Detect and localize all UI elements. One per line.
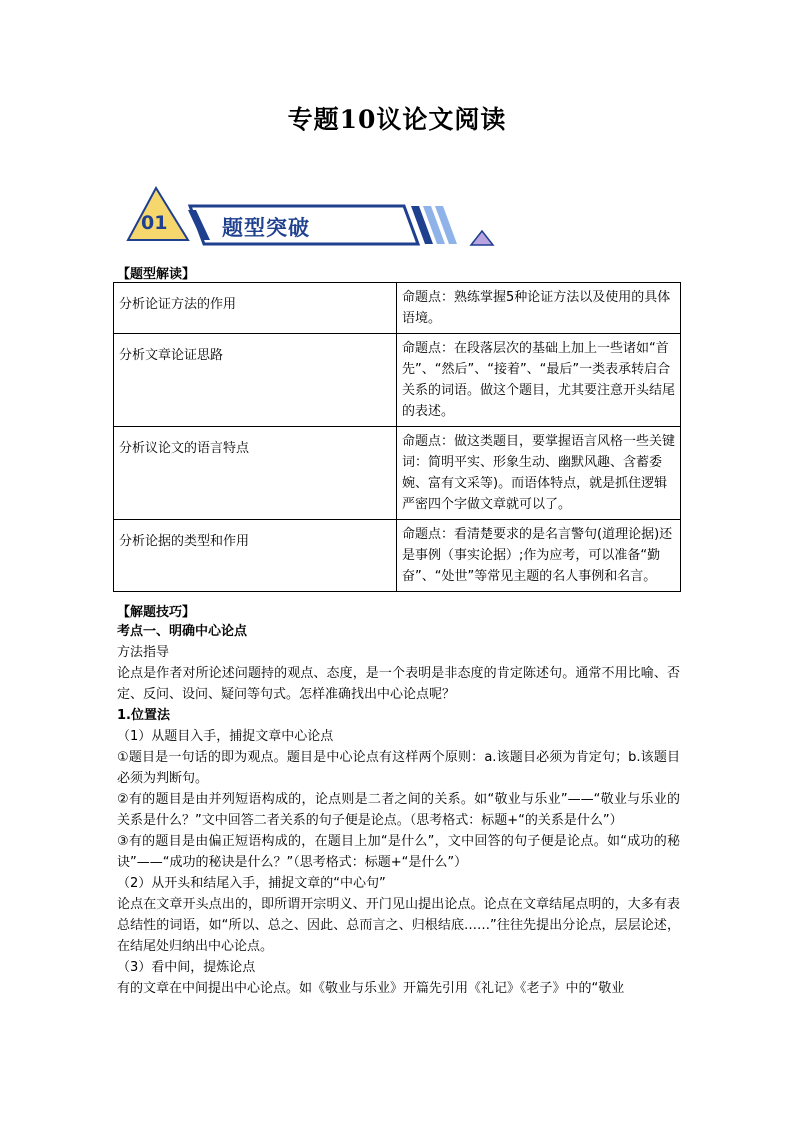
proposition-point-cell: 命题点：做这类题目，要掌握语言风格一些关键词：简明平实、形象生动、幽默风趣、含蓄委婉、富有文采等)。而语体特点，就是抓住逻辑严密四个字做文章就可以了。 xyxy=(397,427,681,520)
question-type-cell: 分析论证方法的作用 xyxy=(114,283,397,334)
question-type-cell: 分析议论文的语言特点 xyxy=(114,427,397,520)
subheading: 1.位置法 xyxy=(117,708,170,723)
table-row xyxy=(114,520,681,592)
page-title: 专题10议论文阅读 xyxy=(287,105,507,134)
banner-title: 题型突破 xyxy=(222,216,310,240)
proposition-point-cell: 命题点：在段落层次的基础上加上一些诸如“首先”、“然后”、“接着”、“最后”一类表承转启合关系的词语。做这个题目，尤其要注意开头结尾的表述。 xyxy=(397,334,681,427)
paragraph: ①题目是一句话的即为观点。题目是中心论点有这样两个原则：a.该题目必须为肯定句；b.该题目必须为判断句。 xyxy=(117,750,680,786)
question-type-cell: 分析论据的类型和作用 xyxy=(114,520,397,592)
kaodian-heading: 考点一、明确中心论点 xyxy=(117,624,248,639)
subheading: （2）从开头和结尾入手，捕捉文章的“中心句” xyxy=(117,876,386,891)
purple-triangle-icon xyxy=(471,231,493,245)
paragraph: ②有的题目是由并列短语构成的，论点则是二者之间的关系。如“敬业与乐业”——“敬业与乐业的关系是什么？”文中回答二者关系的句子便是论点。（思考格式：标题+“的关系是什么”） xyxy=(117,792,680,828)
proposition-point-cell: 命题点：看清楚要求的是名言警句(道理论据)还是事例（事实论据）;作为应考，可以准备“勤奋”、“处世”等常见主题的名人事例和名言。 xyxy=(397,520,681,592)
subheading: （1）从题目入手，捕捉文章中心论点 xyxy=(117,729,334,744)
method-heading: 方法指导 xyxy=(117,645,170,660)
table-row xyxy=(114,334,681,427)
question-type-cell: 分析文章论证思路 xyxy=(114,334,397,427)
subheading: （3）看中间，提炼论点 xyxy=(117,960,256,975)
paragraph: 有的文章在中间提出中心论点。如《敬业与乐业》开篇先引用《礼记》《老子》中的“敬业 xyxy=(117,981,625,996)
paragraph: ③有的题目是由偏正短语构成的，在题目上加“是什么”，文中回答的句子便是论点。如“成功的秘诀”——“成功的秘诀是什么？”（思考格式：标题+“是什么”） xyxy=(117,834,680,870)
question-type-table xyxy=(113,282,681,592)
banner-number: 01 xyxy=(141,212,168,234)
section-banner-graphic xyxy=(126,184,496,250)
table-row xyxy=(114,427,681,520)
table-row xyxy=(114,283,681,334)
paragraph: 论点是作者对所论述问题持的观点、态度，是一个表明是非态度的肯定陈述句。通常不用比喻、否定、反问、设问、疑问等句式。怎样准确找出中心论点呢？ xyxy=(117,666,680,702)
section-label-intro: 【题型解读】 xyxy=(117,267,196,282)
section-label-tips: 【解题技巧】 xyxy=(117,605,196,620)
paragraph: 论点在文章开头点出的，即所谓开宗明义、开门见山提出论点。论点在文章结尾点明的，大多有表总结性的词语，如“所以、总之、因此、总而言之、归根结底……”往往先提出分论点，层层论述，在结尾处归纳出中心论点。 xyxy=(117,897,680,954)
tips-body xyxy=(117,621,680,999)
proposition-point-cell: 命题点：熟练掌握5种论证方法以及使用的具体语境。 xyxy=(397,283,681,334)
